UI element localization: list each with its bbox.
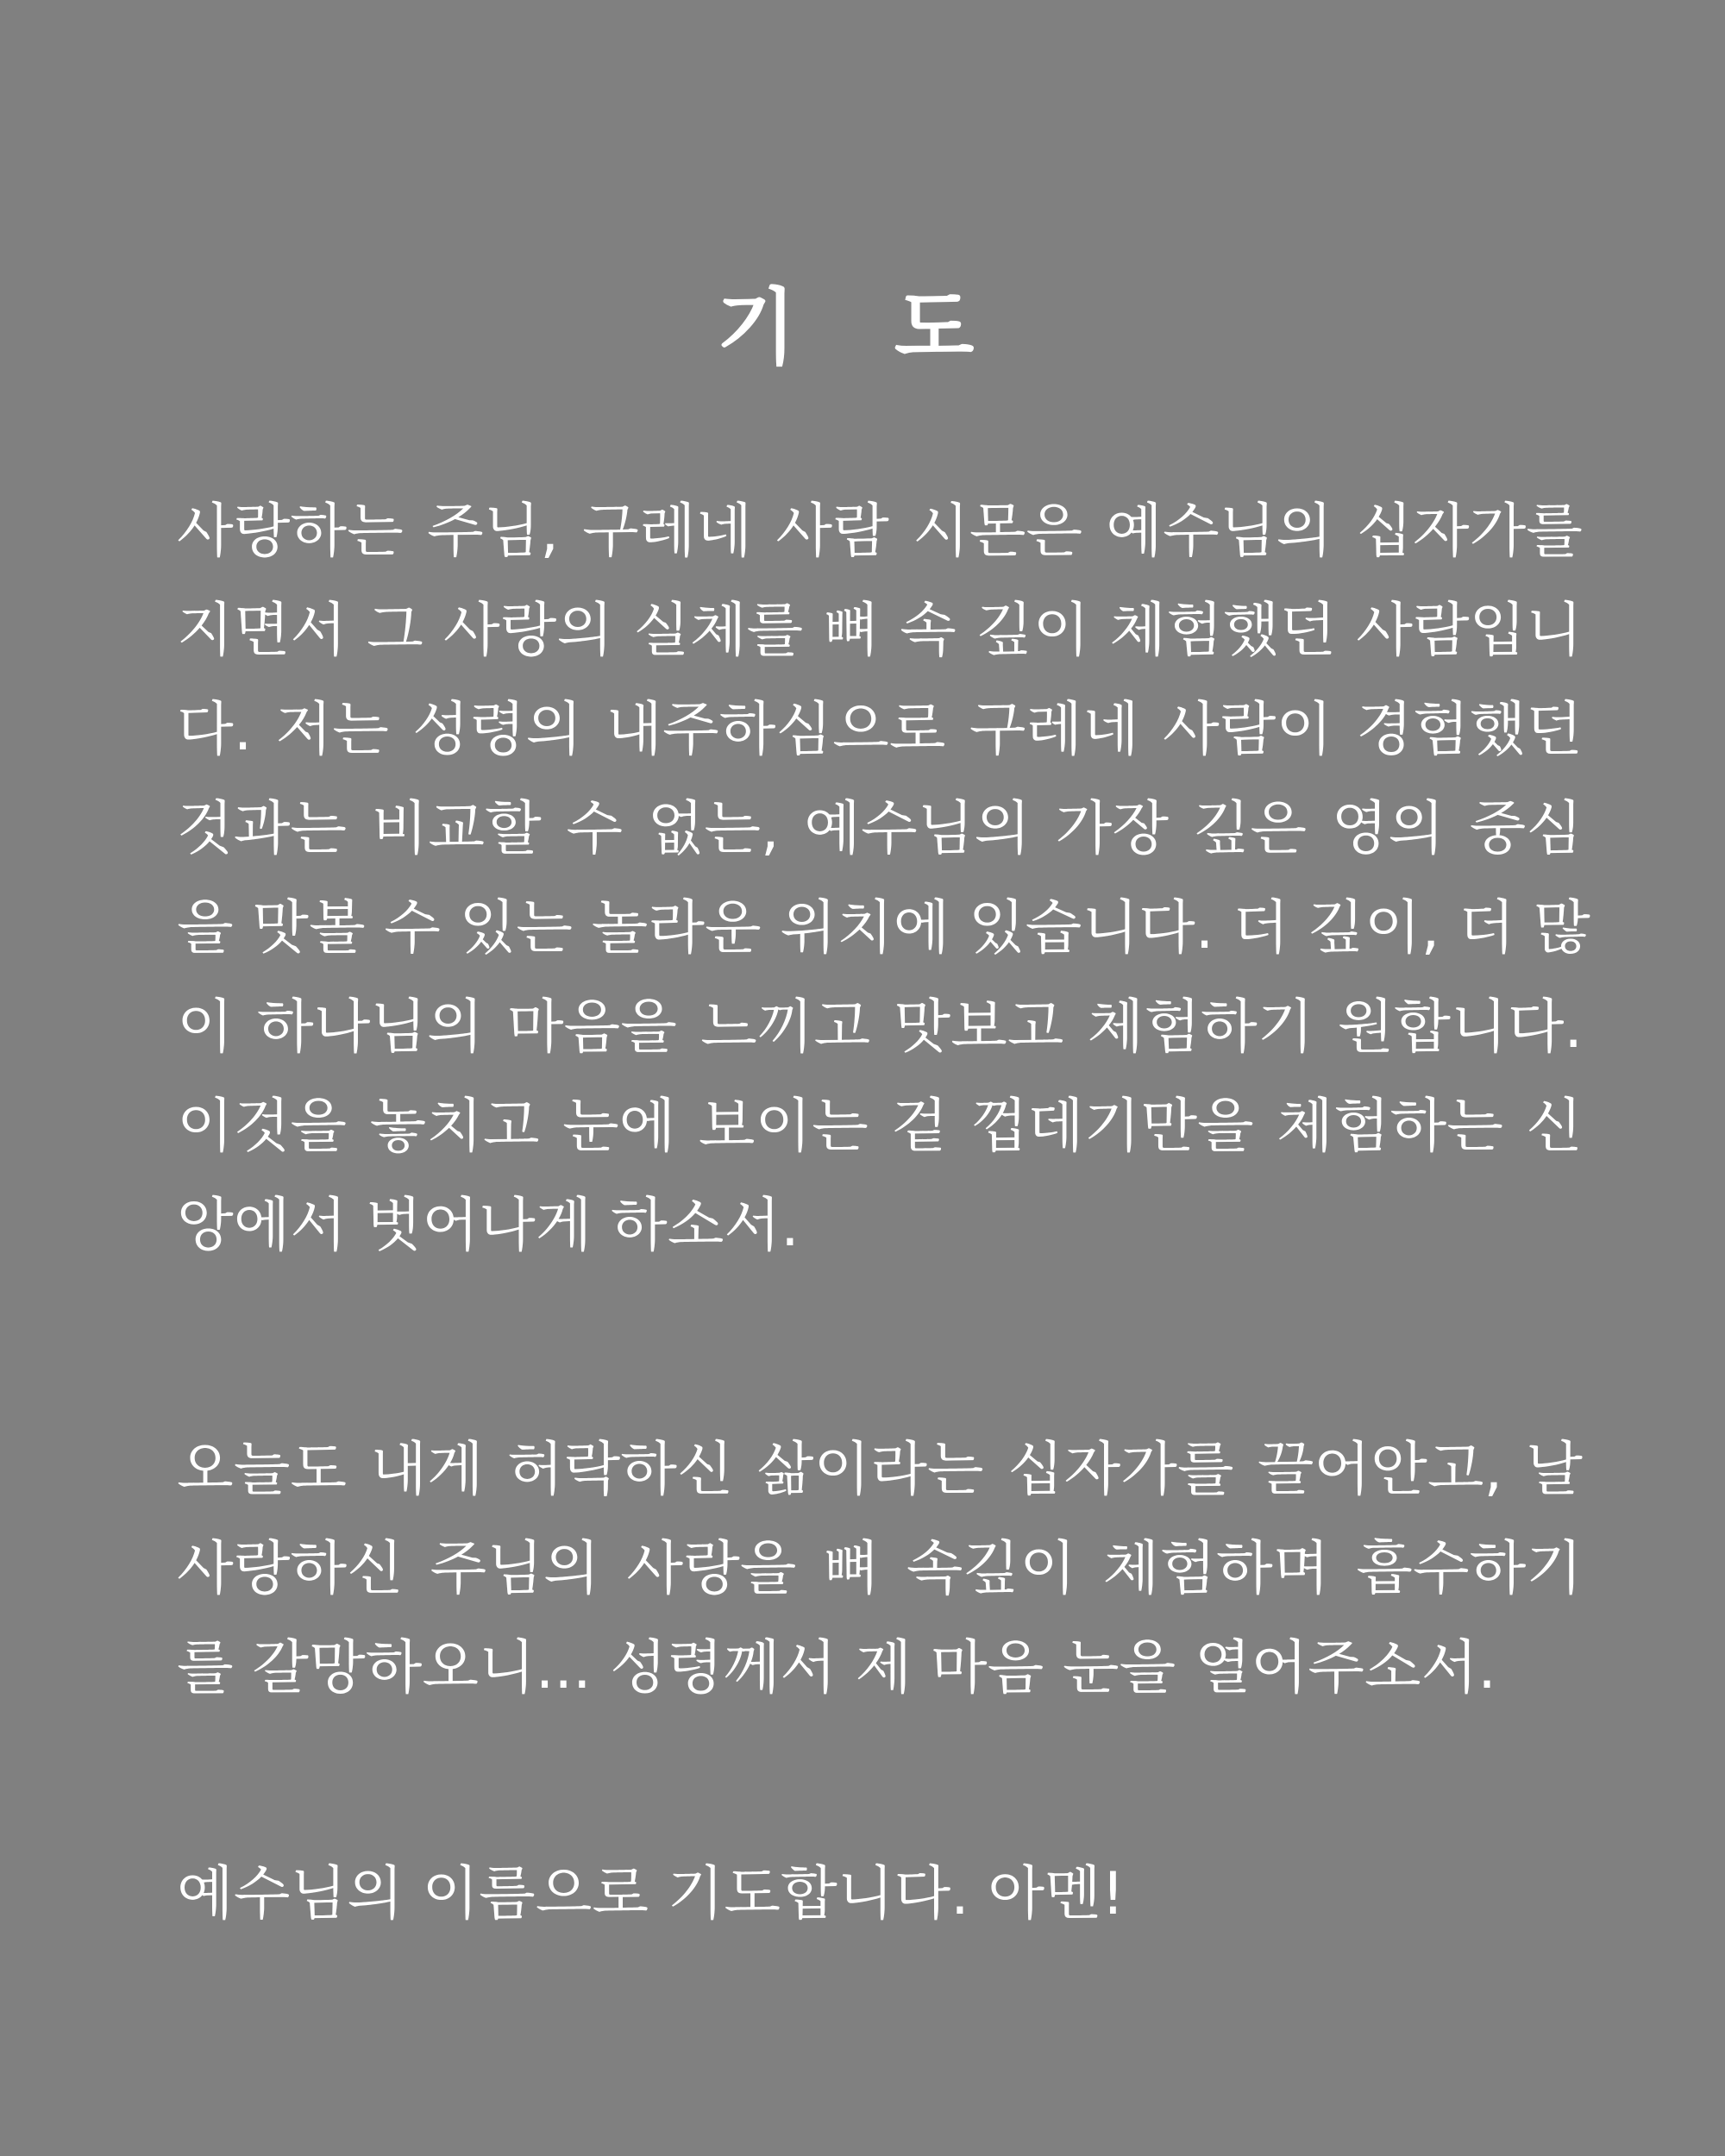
page-title: 기 도 — [716, 279, 1009, 376]
text-line: 이 하나님의 마음을 느끼고 맛보고 체험하기 원합니다. — [177, 993, 1583, 1062]
text-line: 것과는 비교할 수 없는, 예수님의 가장 깊은 영의 중심 — [177, 795, 1583, 863]
text-line: 앙에서 벗어나게 하소서. — [177, 1192, 800, 1260]
text-line: 다. 저는 성령의 내주하심으로 구레네 사람이 경험했던 — [177, 696, 1583, 764]
text-line: 이것을 놓치고 눈에 보이는 겉 껍데기만을 체험하는 신 — [177, 1093, 1583, 1161]
text-line: 지면서 그 사랑의 실체를 뼈 속 깊이 체험했던 사람입니 — [177, 597, 1583, 665]
text-line: 오늘도 내게 허락하신 삶이라는 십자가를 끌어안고, 날 — [177, 1436, 1583, 1504]
text-line: 사랑하는 주님, 구레네 사람 시몬은 예수님의 십자가를 — [177, 498, 1583, 566]
text-line: 를 갈망하오니... 성령께서 제 마음 눈을 열어주소서. — [177, 1634, 1496, 1702]
text-line: 을 맛볼 수 있는 놀라운 위치에 있습니다. 더 깊이, 더 많 — [177, 894, 1590, 962]
text-line: 예수님의 이름으로 기도합니다. 아멘! — [177, 1860, 1126, 1928]
text-line: 사랑하신 주님의 사랑을 뼈 속깊이 체험하며 흡수하기 — [177, 1535, 1583, 1603]
